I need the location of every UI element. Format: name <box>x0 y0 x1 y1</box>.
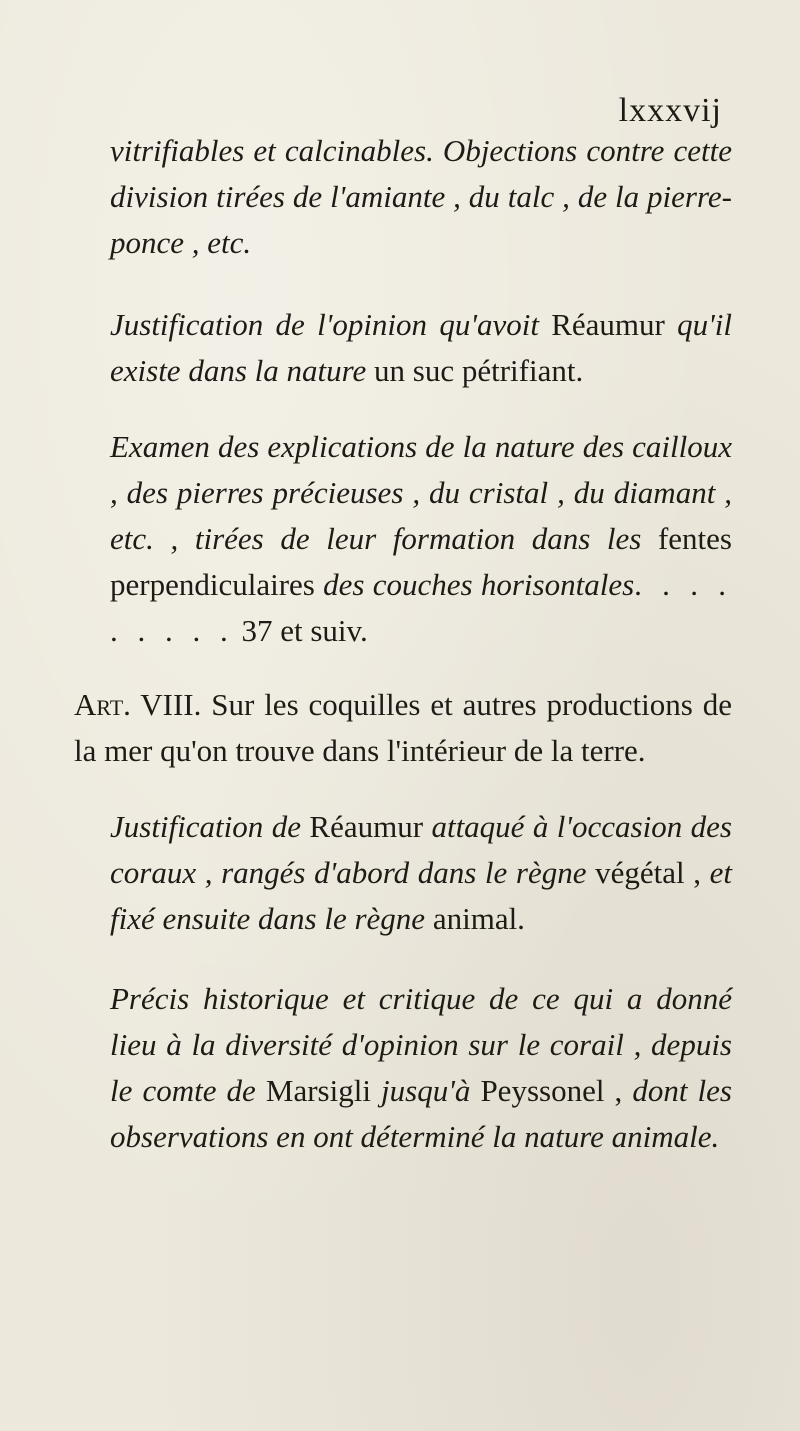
paragraph-text-italic: Justification de <box>110 809 310 844</box>
paragraph-justification-reaumur <box>110 302 732 394</box>
author-name: Réaumur <box>551 307 678 342</box>
paragraph-text-italic: Précis historique et critique de ce qui a donné lieu à la diversité d'opinion sur le corail , depuis le comte de <box>110 981 732 1108</box>
paragraph-precis-corail <box>110 976 732 1160</box>
paragraph-text-roman: fentes perpendiculaires <box>110 521 732 602</box>
paragraph-text-roman: végétal , <box>595 855 710 890</box>
article-title: VIII. Sur les coquilles et autres productions de la mer qu'on trouve dans l'intérieur de la terre. <box>74 687 732 768</box>
paragraph-text-roman: animal. <box>432 901 525 936</box>
paragraph-text-italic: Examen des explications de la nature des cailloux , des pierres précieuses , du cristal , du diamant , etc. , tirées de leur formation dans les <box>110 429 732 556</box>
page-number: lxxxvij <box>618 92 722 129</box>
paragraph-text-italic: qu'il existe dans la nature <box>110 307 732 388</box>
paragraph-text-italic: jusqu'à <box>381 1073 481 1108</box>
leader-dots: . . . . . . . . . <box>110 567 732 648</box>
page-reference: 37 et suiv. <box>233 613 368 648</box>
table-of-contents-text <box>74 128 732 1186</box>
paragraph-vitrifiables <box>110 128 732 266</box>
article-heading <box>74 682 732 774</box>
author-name: Réaumur <box>309 809 432 844</box>
paragraph-text: vitrifiables et calcinables. Objections contre cette division tirées de l'amiante , du talc , de la pierre-ponce , etc. <box>110 133 732 260</box>
paragraph-text-italic: et fixé ensuite dans le règne <box>110 855 732 936</box>
paragraph-text-roman: un suc pétrifiant. <box>374 353 584 388</box>
author-name: Peyssonel , <box>480 1073 633 1108</box>
paragraph-text-italic: Justification de l'opinion qu'avoit <box>110 307 552 342</box>
paragraph-text-italic: attaqué à l'occasion des coraux , rangés d'abord dans le règne <box>110 809 732 890</box>
paragraph-text-italic: dont les observations en ont déterminé la nature animale. <box>110 1073 732 1154</box>
paragraph-justification-coraux <box>110 804 732 942</box>
paragraph-examen-cailloux <box>110 424 732 654</box>
article-label: Art. <box>74 687 131 722</box>
paragraph-text-italic: des couches horisontales <box>323 567 635 602</box>
author-name: Marsigli <box>265 1073 382 1108</box>
